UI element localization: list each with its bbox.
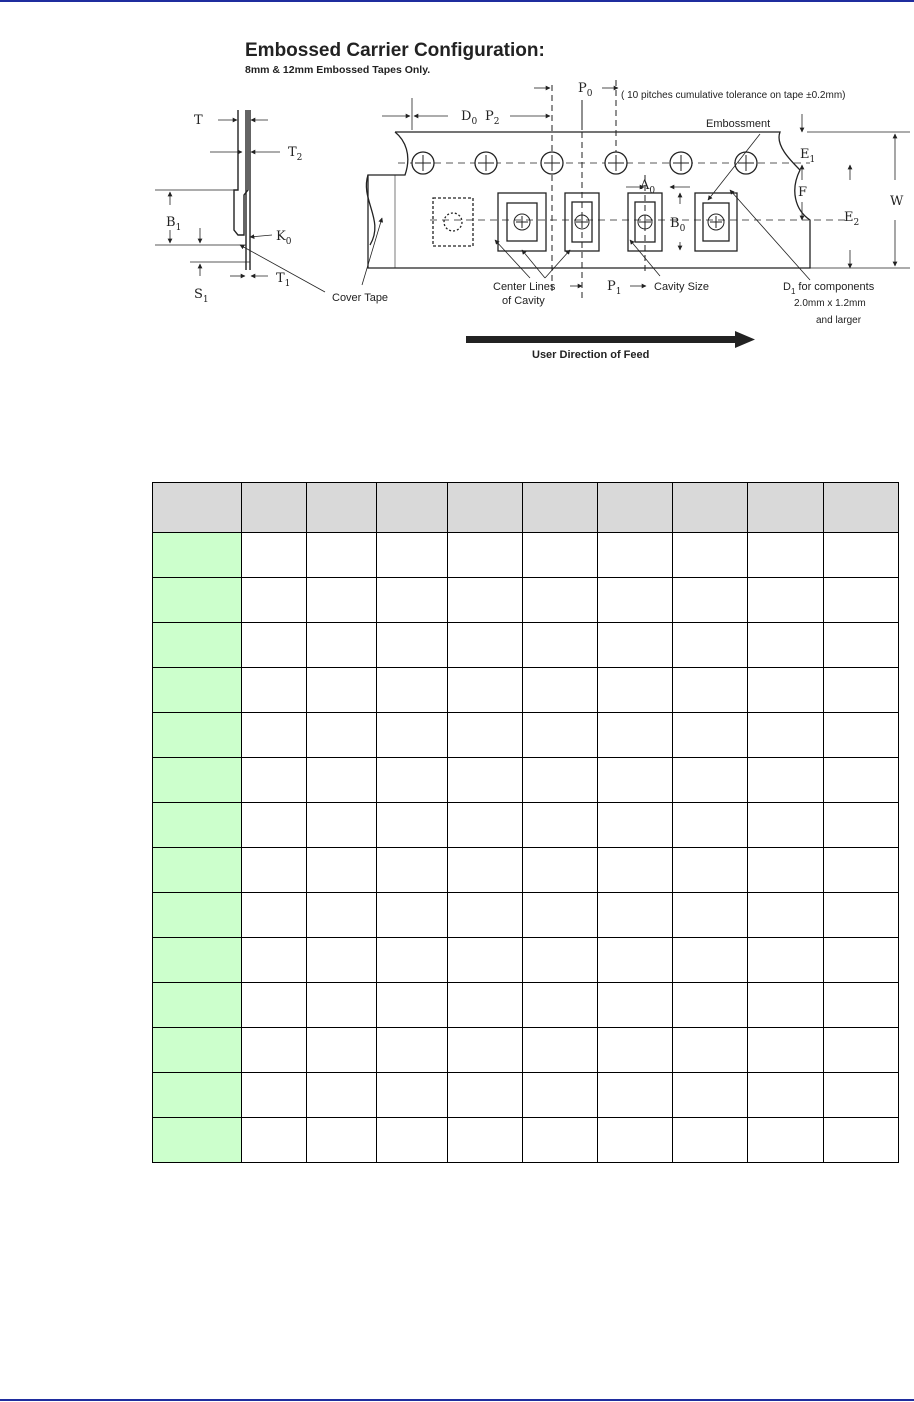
table-cell (376, 848, 447, 893)
table-cell (306, 623, 376, 668)
top-rule (0, 0, 914, 2)
table-cell (306, 983, 376, 1028)
label-P1: $P_1$ (607, 279, 622, 297)
table-cell (824, 1028, 899, 1073)
table-cell (376, 893, 447, 938)
tape-plan-view (366, 132, 910, 268)
table-cell (598, 803, 673, 848)
table-cell (598, 848, 673, 893)
table-cell (748, 758, 824, 803)
row-label-cell (153, 938, 242, 983)
table-cell (306, 803, 376, 848)
table-row (153, 1028, 899, 1073)
table-cell (824, 623, 899, 668)
table-row (153, 713, 899, 758)
table-cell (748, 668, 824, 713)
table-cell (241, 758, 306, 803)
bottom-rule (0, 1399, 914, 1401)
row-label-cell (153, 668, 242, 713)
table-cell (673, 1028, 748, 1073)
table-cell (748, 983, 824, 1028)
table-cell (241, 623, 306, 668)
table-cell (523, 893, 598, 938)
row-label-cell (153, 1073, 242, 1118)
table-cell (523, 983, 598, 1028)
label-E2: $E_2$ (844, 210, 860, 228)
table-header-cell (824, 483, 899, 533)
table-cell (824, 578, 899, 623)
table-cell (523, 803, 598, 848)
table-cell (241, 668, 306, 713)
table-cell (241, 848, 306, 893)
table-cell (748, 1028, 824, 1073)
table-cell (241, 803, 306, 848)
table-cell (824, 668, 899, 713)
table-cell (447, 758, 523, 803)
table-cell (523, 623, 598, 668)
table-cell (306, 533, 376, 578)
table-cell (306, 758, 376, 803)
row-label-cell (153, 983, 242, 1028)
table-cell (376, 758, 447, 803)
table-cell (376, 713, 447, 758)
cavity-size-label: Cavity Size (654, 281, 710, 293)
table-cell (241, 1073, 306, 1118)
cover-tape-label: Cover Tape (332, 292, 389, 304)
table-row (153, 668, 899, 713)
table-cell (447, 893, 523, 938)
table-cell (523, 668, 598, 713)
table-cell (598, 938, 673, 983)
table-cell (598, 758, 673, 803)
figure-title: Embossed Carrier Configuration: (245, 40, 545, 61)
label-T: T (194, 113, 203, 128)
table-cell (748, 848, 824, 893)
table-header-cell (376, 483, 447, 533)
row-label-cell (153, 758, 242, 803)
table-cell (748, 893, 824, 938)
table-cell (241, 533, 306, 578)
table-cell (376, 623, 447, 668)
table-cell (241, 578, 306, 623)
table-cell (306, 578, 376, 623)
table-cell (673, 623, 748, 668)
center-lines-label-2: of Cavity (502, 295, 545, 307)
table-cell (523, 578, 598, 623)
table-row (153, 938, 899, 983)
table-cell (376, 1073, 447, 1118)
table-row (153, 848, 899, 893)
table-cell (598, 623, 673, 668)
table-cell (748, 1073, 824, 1118)
center-lines-label-1: Center Lines (493, 281, 556, 293)
table-header-cell (447, 483, 523, 533)
table-cell (748, 533, 824, 578)
table-cell (306, 1073, 376, 1118)
table-cell (598, 1073, 673, 1118)
table-cell (673, 938, 748, 983)
table-cell (447, 848, 523, 893)
label-A0: $A_0$ (640, 178, 656, 196)
table-cell (523, 848, 598, 893)
row-label-cell (153, 893, 242, 938)
table-header-cell (241, 483, 306, 533)
table-cell (673, 758, 748, 803)
label-T1: $T_1$ (276, 271, 291, 289)
table-cell (748, 938, 824, 983)
table-cell (523, 758, 598, 803)
table-cell (824, 848, 899, 893)
table-cell (598, 983, 673, 1028)
table-cell (598, 578, 673, 623)
table-cell (748, 713, 824, 758)
table-row (153, 803, 899, 848)
table-cell (824, 983, 899, 1028)
table-cell (824, 533, 899, 578)
table-cell (447, 623, 523, 668)
table-cell (824, 1073, 899, 1118)
table-cell (447, 803, 523, 848)
d1-label-line2: 2.0mm x 1.2mm (794, 298, 866, 309)
table-cell (306, 713, 376, 758)
feed-direction-arrow (466, 331, 755, 348)
label-P2: $P_2$ (485, 109, 500, 127)
table-cell (376, 1118, 447, 1163)
table-header-cell (673, 483, 748, 533)
table-cell (241, 1118, 306, 1163)
embossed-carrier-figure (150, 30, 914, 370)
table-cell (376, 533, 447, 578)
label-B1: $B_1$ (166, 215, 182, 233)
table-cell (241, 893, 306, 938)
table-cell (523, 1028, 598, 1073)
table-cell (673, 668, 748, 713)
table-cell (748, 578, 824, 623)
table-cell (824, 803, 899, 848)
table-cell (673, 848, 748, 893)
table-row (153, 1073, 899, 1118)
row-label-cell (153, 713, 242, 758)
table-cell (748, 1118, 824, 1163)
row-label-cell (153, 1028, 242, 1073)
table-cell (447, 983, 523, 1028)
row-label-cell (153, 623, 242, 668)
table-cell (376, 668, 447, 713)
table-cell (748, 803, 824, 848)
table-cell (306, 1028, 376, 1073)
label-K0: $K_0$ (276, 229, 292, 247)
carrier-diagram (150, 30, 914, 370)
table-header-cell (153, 483, 242, 533)
table-cell (824, 893, 899, 938)
table-cell (306, 848, 376, 893)
table-body (153, 533, 899, 1163)
row-label-cell (153, 1118, 242, 1163)
table-cell (523, 1073, 598, 1118)
table-cell (376, 938, 447, 983)
table-cell (748, 623, 824, 668)
table-cell (447, 1028, 523, 1073)
table-cell (241, 983, 306, 1028)
table-cell (673, 713, 748, 758)
table-cell (598, 668, 673, 713)
label-T2: $T_2$ (288, 145, 303, 163)
dimensions-table (152, 482, 899, 1163)
table-cell (241, 713, 306, 758)
table-cell (598, 1028, 673, 1073)
table-cell (447, 1073, 523, 1118)
table-cell (447, 713, 523, 758)
table-row (153, 983, 899, 1028)
table-cell (824, 1118, 899, 1163)
table-cell (598, 533, 673, 578)
table-cell (306, 938, 376, 983)
tolerance-note: ( 10 pitches cumulative tolerance on tape ±0.2mm) (621, 90, 846, 101)
table-header-cell (523, 483, 598, 533)
table-cell (824, 938, 899, 983)
feed-direction-label: User Direction of Feed (532, 349, 650, 361)
table-cell (673, 1073, 748, 1118)
table-cell (376, 578, 447, 623)
table-cell (598, 1118, 673, 1163)
table-cell (241, 1028, 306, 1073)
table-cell (523, 713, 598, 758)
table-cell (523, 938, 598, 983)
d1-label-line3: and larger (816, 315, 862, 326)
table-cell (523, 1118, 598, 1163)
table-cell (673, 1118, 748, 1163)
table-header-cell (306, 483, 376, 533)
table-cell (673, 533, 748, 578)
d1-label-line1: $D_1$ for components (783, 281, 875, 296)
table-cell (824, 713, 899, 758)
embossment-label: Embossment (706, 118, 771, 130)
table-cell (376, 803, 447, 848)
table-cell (673, 803, 748, 848)
table-cell (447, 578, 523, 623)
label-E1: $E_1$ (800, 147, 816, 165)
label-B0: $B_0$ (670, 216, 686, 234)
label-D0: $D_0$ (461, 109, 478, 127)
table-cell (306, 1118, 376, 1163)
table-cell (241, 938, 306, 983)
table-cell (598, 893, 673, 938)
table-cell (824, 758, 899, 803)
tape-side-view (155, 110, 250, 270)
table-cell (673, 893, 748, 938)
table-row (153, 1118, 899, 1163)
table-row (153, 758, 899, 803)
label-P0: $P_0$ (578, 81, 593, 99)
table-cell (376, 983, 447, 1028)
row-label-cell (153, 578, 242, 623)
row-label-cell (153, 848, 242, 893)
table-cell (523, 533, 598, 578)
label-W: W (890, 194, 904, 209)
table-cell (306, 668, 376, 713)
table-cell (376, 1028, 447, 1073)
table-cell (447, 668, 523, 713)
label-S1: $S_1$ (194, 287, 209, 305)
table-cell (447, 938, 523, 983)
table-row (153, 623, 899, 668)
table-cell (447, 1118, 523, 1163)
table-cell (673, 578, 748, 623)
table-cell (598, 713, 673, 758)
table-row (153, 893, 899, 938)
table-row (153, 533, 899, 578)
table-cell (673, 983, 748, 1028)
table-cell (447, 533, 523, 578)
table-cell (306, 893, 376, 938)
label-F: F (798, 185, 808, 200)
table-header-row (153, 483, 899, 533)
table-header-cell (598, 483, 673, 533)
row-label-cell (153, 533, 242, 578)
row-label-cell (153, 803, 242, 848)
figure-subtitle: 8mm & 12mm Embossed Tapes Only. (245, 64, 431, 76)
table-row (153, 578, 899, 623)
table-header-cell (748, 483, 824, 533)
